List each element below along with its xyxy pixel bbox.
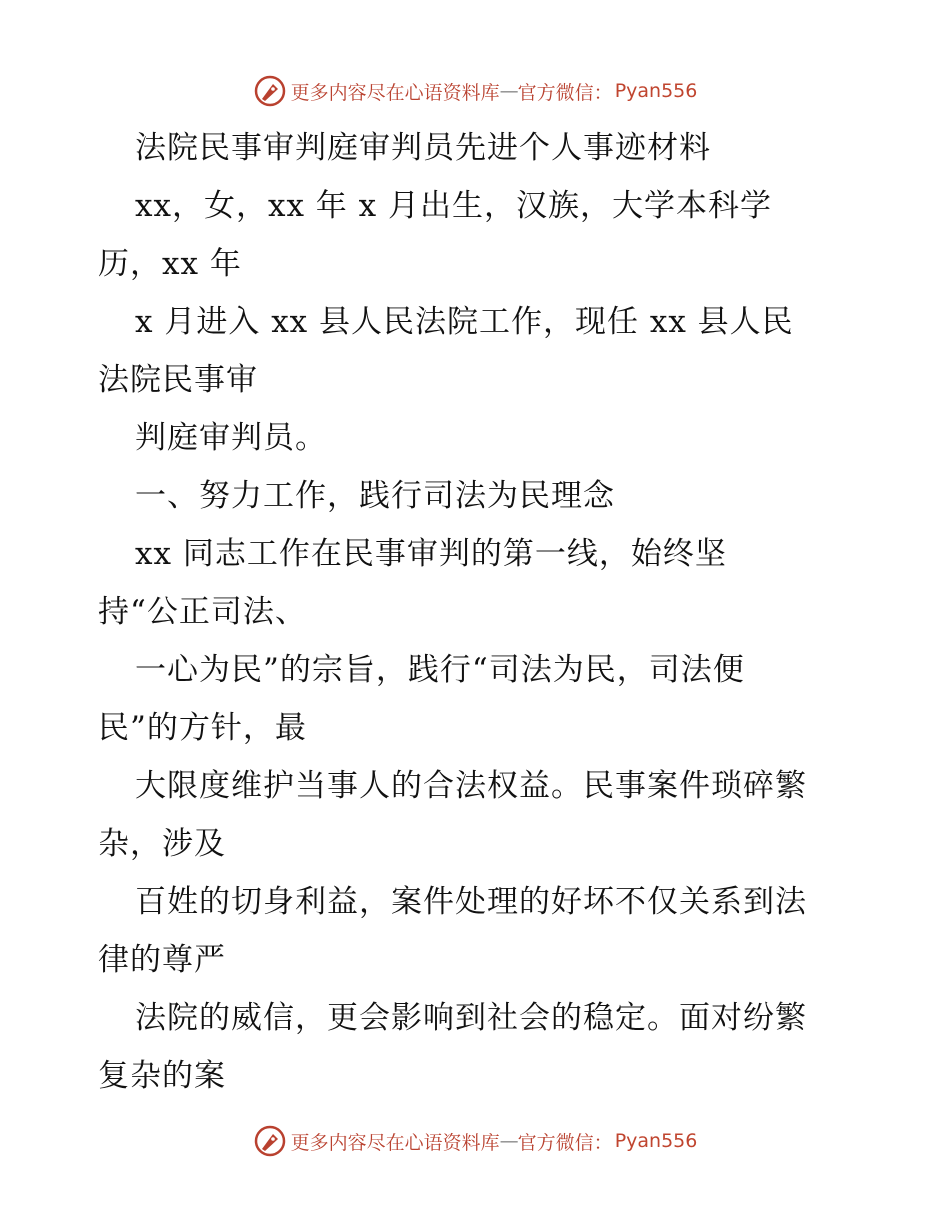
watermark-label: 官方微信：	[517, 1131, 613, 1154]
section-heading: 一、努力工作，践行司法为民理念	[135, 478, 615, 514]
paragraph-line: 民”的方针，最	[98, 710, 307, 746]
paragraph-line: 杂，涉及	[98, 826, 226, 862]
watermark-separator: —	[499, 1130, 518, 1152]
paragraph-line: 法院民事审	[98, 362, 258, 398]
paragraph-line: 一心为民”的宗旨，践行“司法为民，司法便	[135, 652, 745, 688]
paragraph-line: xx 同志工作在民事审判的第一线，始终坚	[135, 536, 727, 572]
paragraph-line: 复杂的案	[98, 1058, 226, 1094]
paragraph-line: 大限度维护当事人的合法权益。民事案件琐碎繁	[135, 768, 807, 804]
paragraph-line: 历，xx 年	[98, 246, 242, 282]
watermark-account: Pyan556	[614, 80, 698, 102]
watermark-text: 更多内容尽在心语资料库	[290, 1131, 500, 1154]
watermark-banner-bottom	[0, 1121, 950, 1161]
watermark-separator: —	[499, 80, 518, 102]
paragraph-line: xx，女，xx 年 x 月出生，汉族，大学本科学	[135, 188, 772, 224]
paragraph-line: 持“公正司法、	[98, 594, 307, 630]
watermark-text: 更多内容尽在心语资料库	[290, 81, 500, 104]
watermark-account: Pyan556	[614, 1130, 698, 1152]
document-title: 法院民事审判庭审判员先进个人事迹材料	[135, 130, 711, 166]
watermark-label: 官方微信：	[517, 81, 613, 104]
pen-nib-logo-icon	[253, 1124, 287, 1158]
paragraph-line: x 月进入 xx 县人民法院工作，现任 xx 县人民	[135, 304, 794, 340]
paragraph-line: 判庭审判员。	[135, 420, 327, 456]
paragraph-line: 法院的威信，更会影响到社会的稳定。面对纷繁	[135, 1000, 807, 1036]
paragraph-line: 律的尊严	[98, 942, 226, 978]
paragraph-line: 百姓的切身利益，案件处理的好坏不仅关系到法	[135, 884, 807, 920]
